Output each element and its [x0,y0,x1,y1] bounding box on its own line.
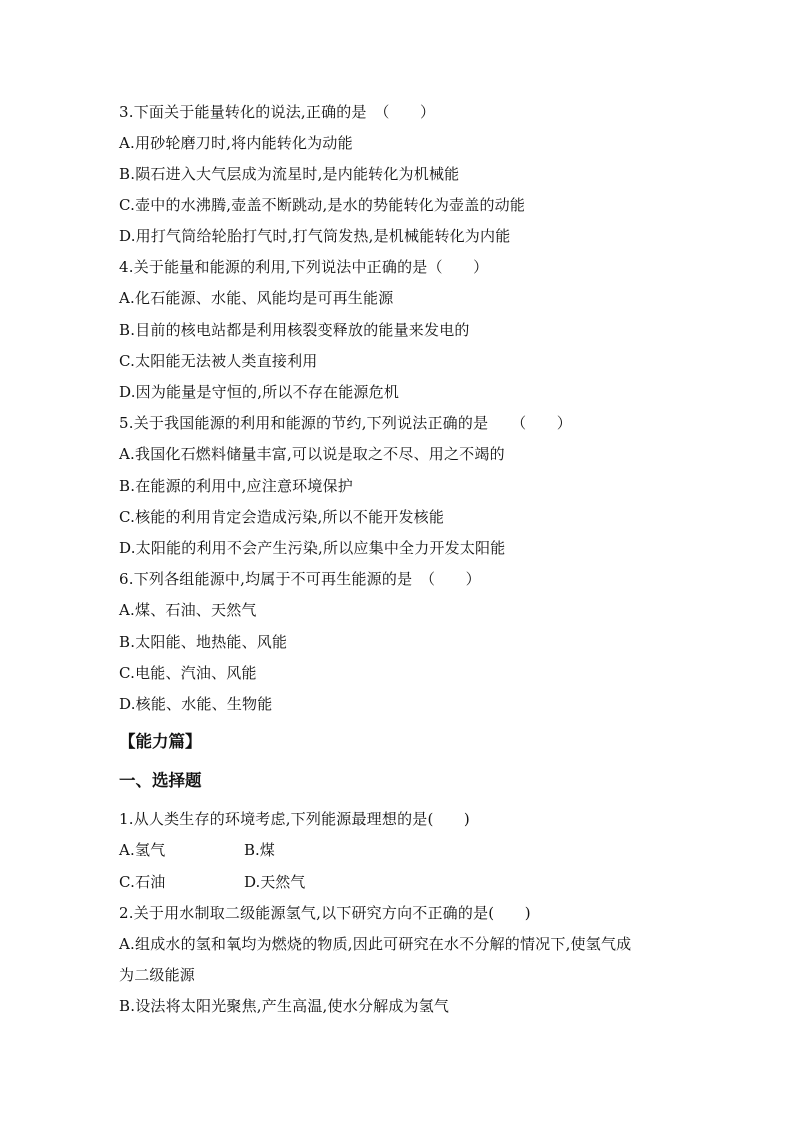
question-3-option-c: C.壶中的水沸腾,壶盖不断跳动,是水的势能转化为壶盖的动能 [119,196,526,214]
question-6-option-a: A.煤、石油、天然气 [119,601,257,619]
ability-question-1-option-c: C.石油 [119,873,166,891]
ability-question-1-option-a: A.氢气 [119,841,166,859]
question-4-option-c: C.太阳能无法被人类直接利用 [119,352,318,370]
ability-question-1-stem: 1.从人类生存的环境考虑,下列能源最理想的是( ) [119,810,470,828]
question-4-option-d: D.因为能量是守恒的,所以不存在能源危机 [119,383,400,401]
ability-question-2-option-b: B.设法将太阳光聚焦,产生高温,使水分解成为氢气 [119,997,450,1015]
question-6-option-b: B.太阳能、地热能、风能 [119,633,288,651]
section-subtitle: 一、选择题 [119,771,202,790]
ability-question-2-option-a-line2: 为二级能源 [119,966,196,984]
question-6-option-d: D.核能、水能、生物能 [119,695,273,713]
question-3-option-d: D.用打气筒给轮胎打气时,打气筒发热,是机械能转化为内能 [119,227,511,245]
ability-question-2-option-a-line1: A.组成水的氢和氧均为燃烧的物质,因此可研究在水不分解的情况下,使氢气成 [119,935,632,953]
question-3-stem: 3.下面关于能量转化的说法,正确的是 （ ） [119,103,436,121]
question-4-option-a: A.化石能源、水能、风能均是可再生能源 [119,289,394,307]
question-5-option-a: A.我国化石燃料储量丰富,可以说是取之不尽、用之不竭的 [119,445,505,463]
question-4-stem: 4.关于能量和能源的利用,下列说法中正确的是（ ） [119,258,489,276]
question-6-stem: 6.下列各组能源中,均属于不可再生能源的是 （ ） [119,570,481,588]
question-6-option-c: C.电能、汽油、风能 [119,664,257,682]
question-5-option-d: D.太阳能的利用不会产生污染,所以应集中全力开发太阳能 [119,539,506,557]
ability-question-1-option-b: B.煤 [244,841,275,859]
question-5-option-c: C.核能的利用肯定会造成污染,所以不能开发核能 [119,508,445,526]
question-5-option-b: B.在能源的利用中,应注意环境保护 [119,477,353,495]
section-title: 【能力篇】 [119,732,202,751]
question-4-option-b: B.目前的核电站都是利用核裂变释放的能量来发电的 [119,321,470,339]
ability-question-2-stem: 2.关于用水制取二级能源氢气,以下研究方向不正确的是( ) [119,904,531,922]
question-3-option-b: B.陨石进入大气层成为流星时,是内能转化为机械能 [119,165,460,183]
question-5-stem: 5.关于我国能源的利用和能源的节约,下列说法正确的是 （ ） [119,414,572,432]
ability-question-1-option-d: D.天然气 [244,873,306,891]
question-3-option-a: A.用砂轮磨刀时,将内能转化为动能 [119,134,353,152]
